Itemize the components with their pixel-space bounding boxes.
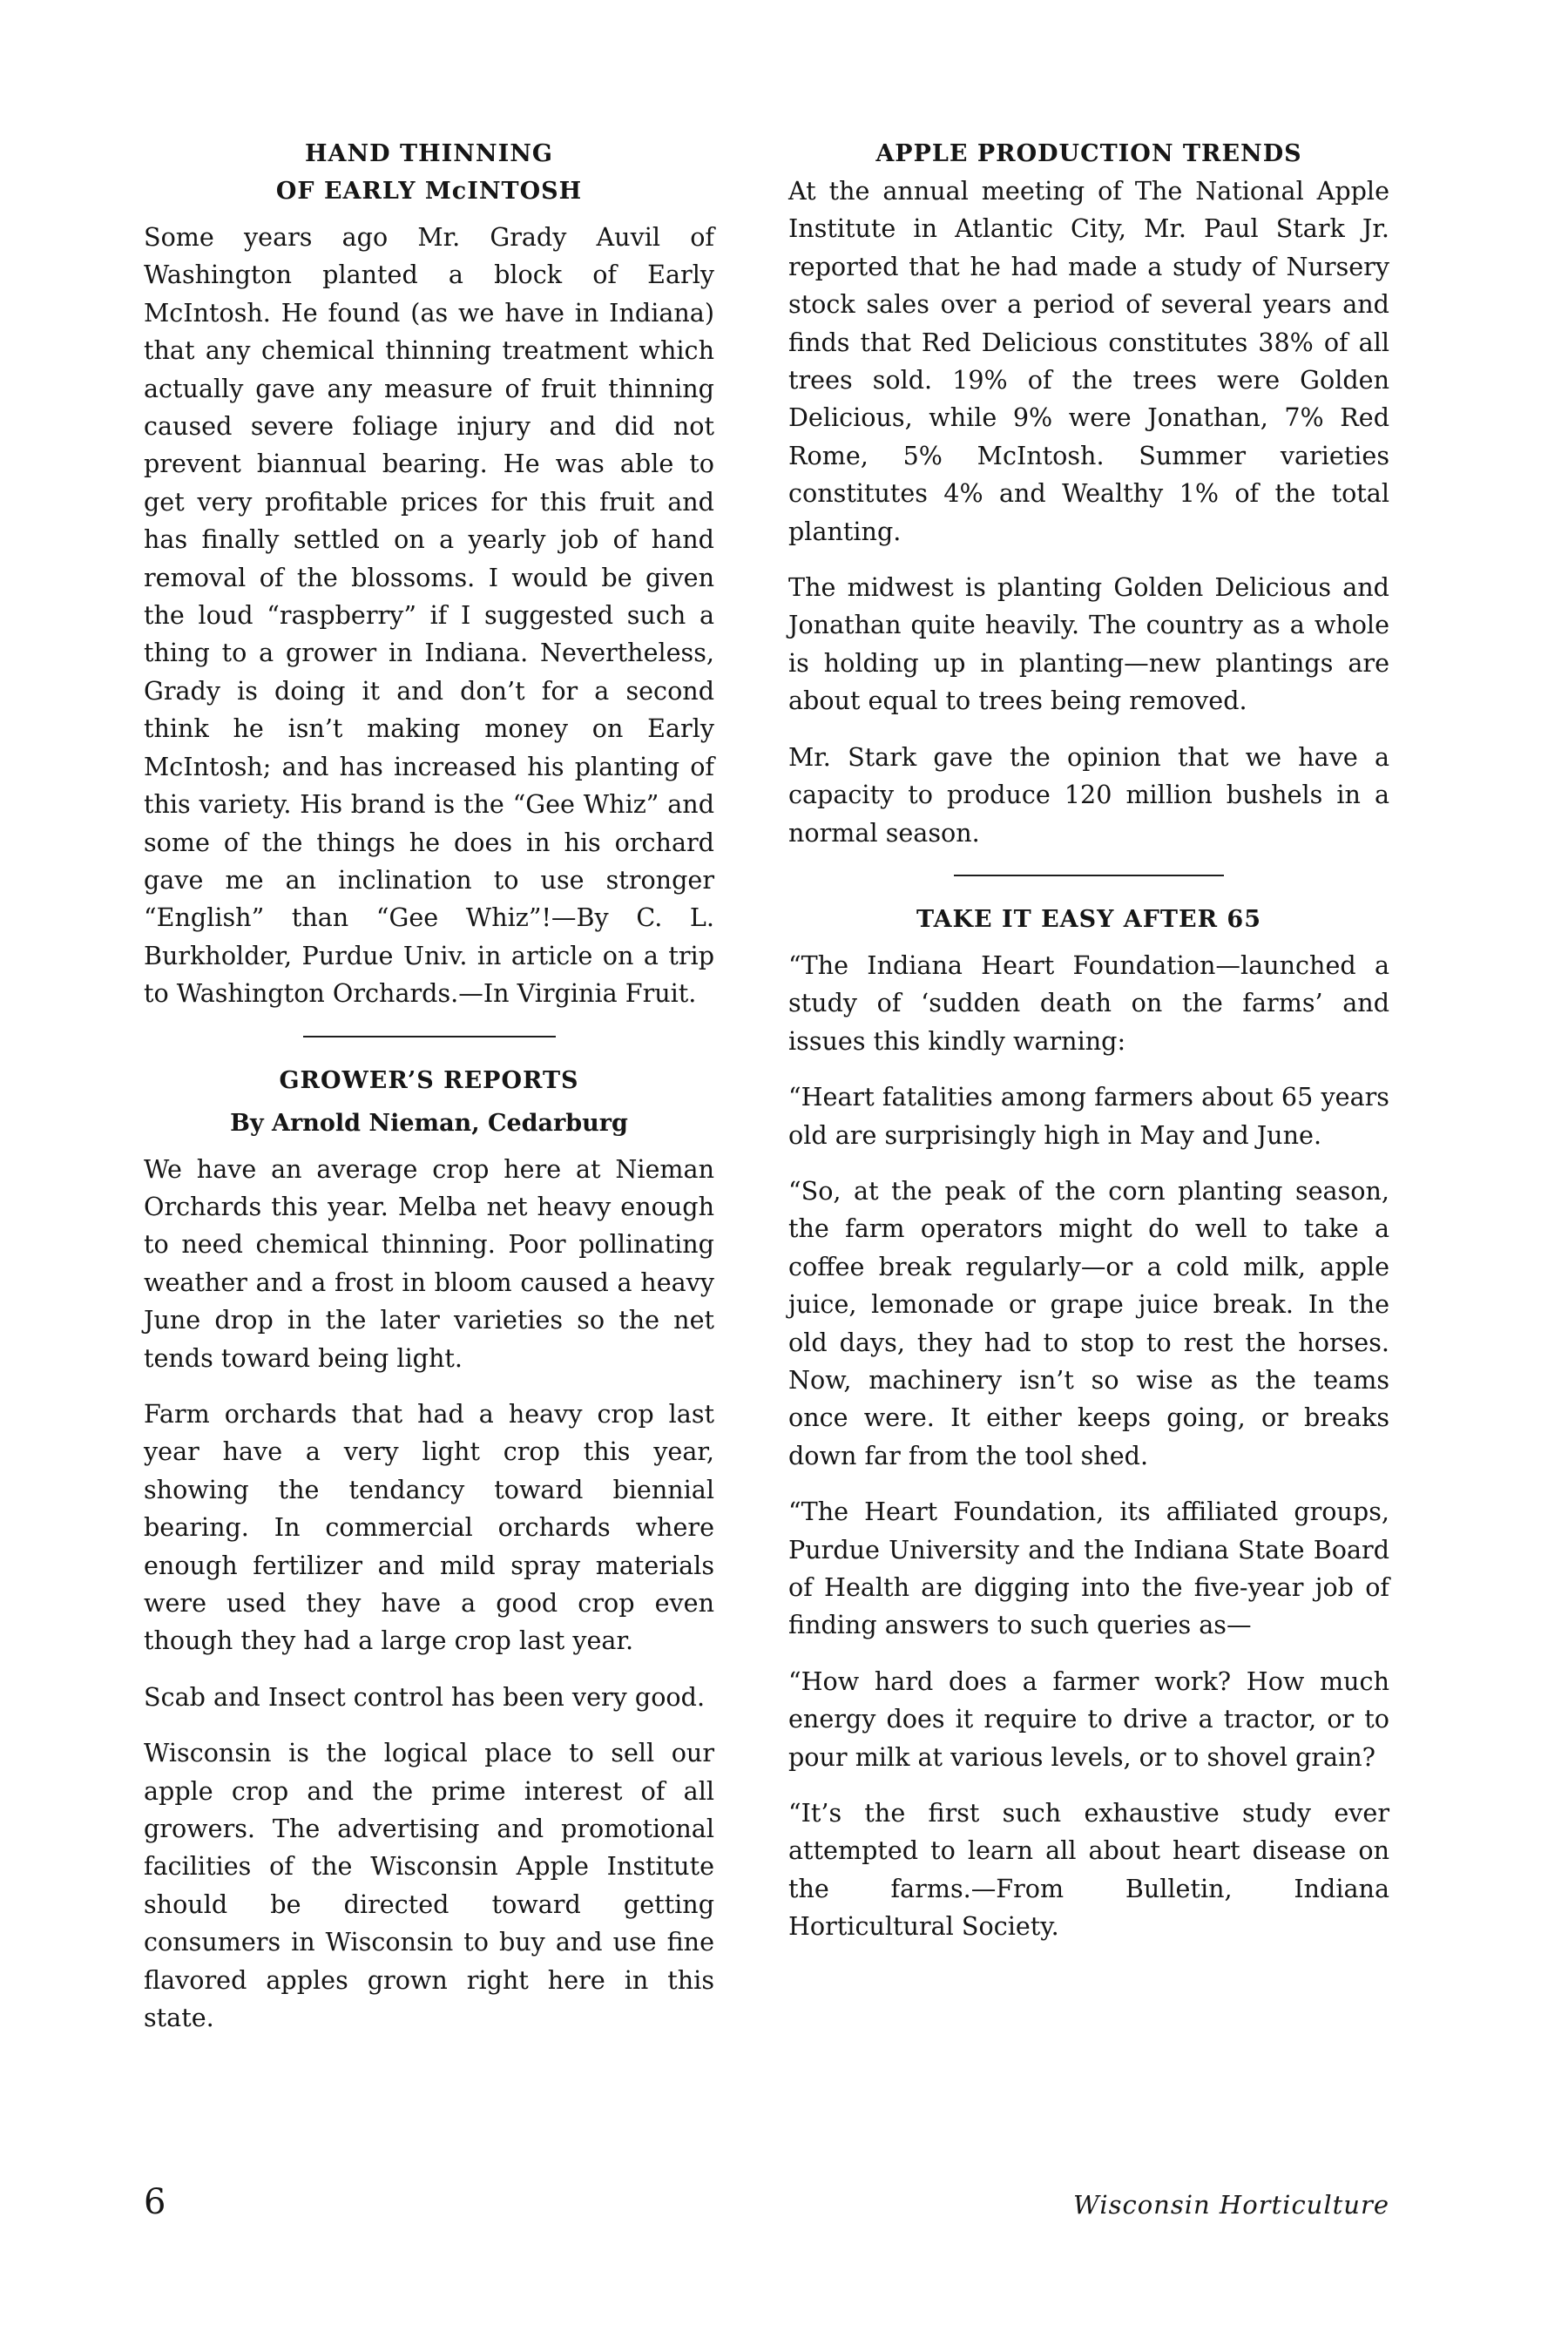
article-paragraph: We have an average crop here at Nieman Orchards this year. Melba net heavy enough to need chemical thinning. Poor pollinating weather and a frost in bloom caused a heavy June drop in the later varieties so the net tends toward being light. xyxy=(144,1153,714,1373)
article-growers-reports xyxy=(144,1062,714,2038)
article-hand-thinning xyxy=(144,135,714,1013)
article-title: GROWER’S REPORTS xyxy=(279,1066,579,1094)
article-title: OF EARLY McINTOSH xyxy=(275,178,583,205)
article-title: APPLE PRODUCTION TRENDS xyxy=(875,140,1302,167)
article-take-it-easy xyxy=(788,901,1389,1946)
article-byline: By Arnold Nieman, Cedarburg xyxy=(230,1109,628,1137)
page-number: 6 xyxy=(144,2182,166,2222)
article-paragraph: Some years ago Mr. Grady Auvil of Washington planted a block of Early McIntosh. He found (as we have in Indiana) that any chemical thinning treatment which actually gave any measure of fruit thinning caused severe foliage injury and did not prevent biannual bearing. He was able to get very profitable prices for this fruit and has finally settled on a yearly job of hand removal of the blossoms. I would be given the loud “raspberry” if I suggested such a thing to a grower in Indiana. Nevertheless, Grady is doing it and don’t for a second think he isn’t making money on Early McIntosh; and has increased his planting of this variety. His brand is the “Gee Whiz” and some of the things he does in his orchard gave me an inclination to use stronger “English” than “Gee Whiz”!—By C. L. Burkholder, Purdue Univ. in article on a trip to Washington Orchards.—In Virginia Fruit. xyxy=(144,222,714,1009)
right-column xyxy=(788,135,1389,1964)
article-paragraph: “The Indiana Heart Foundation—launched a study of ‘sudden death on the farms’ and issues this kindly warning: xyxy=(788,950,1389,1056)
article-paragraph: Scab and Insect control has been very good. xyxy=(144,1681,706,1712)
article-apple-production-trends xyxy=(788,135,1389,852)
section-divider xyxy=(303,1036,556,1037)
article-paragraph: Mr. Stark gave the opinion that we have a capacity to produce 120 million bushels in a normal season. xyxy=(788,741,1389,848)
article-paragraph: At the annual meeting of The National Apple Institute in Atlantic City, Mr. Paul Stark Jr. reported that he had made a study of Nursery stock sales over a period of several years and finds that Red Delicious constitutes 38% of all trees sold. 19% of the trees were Golden Delicious, while 9% were Jonathan, 7% Red Rome, 5% McIntosh. Summer varieties constitutes 4% and Wealthy 1% of the total planting. xyxy=(788,176,1389,546)
article-paragraph: “So, at the peak of the corn planting season, the farm operators might do well to take a coffee break regularly—or a cold milk, apple juice, lemonade or grape juice break. In the old days, they had to stop to rest the horses. Now, machinery isn’t so wise as the teams once were. It either keeps going, or breaks down far from the tool shed. xyxy=(788,1175,1389,1470)
article-title: HAND THINNING xyxy=(305,140,553,167)
section-divider xyxy=(954,875,1224,876)
article-paragraph: “The Heart Foundation, its affiliated groups, Purdue University and the Indiana State Board of Health are digging into the five-year job of finding answers to such queries as— xyxy=(788,1497,1389,1640)
article-paragraph: Farm orchards that had a heavy crop last year have a very light crop this year, showing the tendancy toward biennial bearing. In commercial orchards where enough fertilizer and mild spray materials were used they have a good crop even though they had a large crop last year. xyxy=(144,1398,714,1656)
article-paragraph: “Heart fatalities among farmers about 65 years old are surprisingly high in May and June. xyxy=(788,1082,1389,1150)
article-paragraph: Wisconsin is the logical place to sell our apple crop and the prime interest of all growers. The advertising and promotional facilities of the Wisconsin Apple Institute should be directed toward getting consumers in Wisconsin to buy and use fine flavored apples grown right here in this state. xyxy=(144,1738,714,2033)
article-paragraph: “It’s the first such exhaustive study ever attempted to learn all about heart disease on the farms.—From Bulletin, Indiana Horticultural Society. xyxy=(788,1798,1389,1942)
publication-name: Wisconsin Horticulture xyxy=(1073,2190,1389,2220)
article-paragraph: “How hard does a farmer work? How much energy does it require to drive a tractor, or to pour milk at various levels, or to shovel grain? xyxy=(788,1666,1389,1772)
page-footer xyxy=(144,2182,1389,2222)
left-column xyxy=(144,135,714,2055)
article-paragraph: The midwest is planting Golden Delicious and Jonathan quite heavily. The country as a whole is holding up in planting—new plantings are about equal to trees being removed. xyxy=(788,572,1389,716)
article-title: TAKE IT EASY AFTER 65 xyxy=(916,905,1262,933)
